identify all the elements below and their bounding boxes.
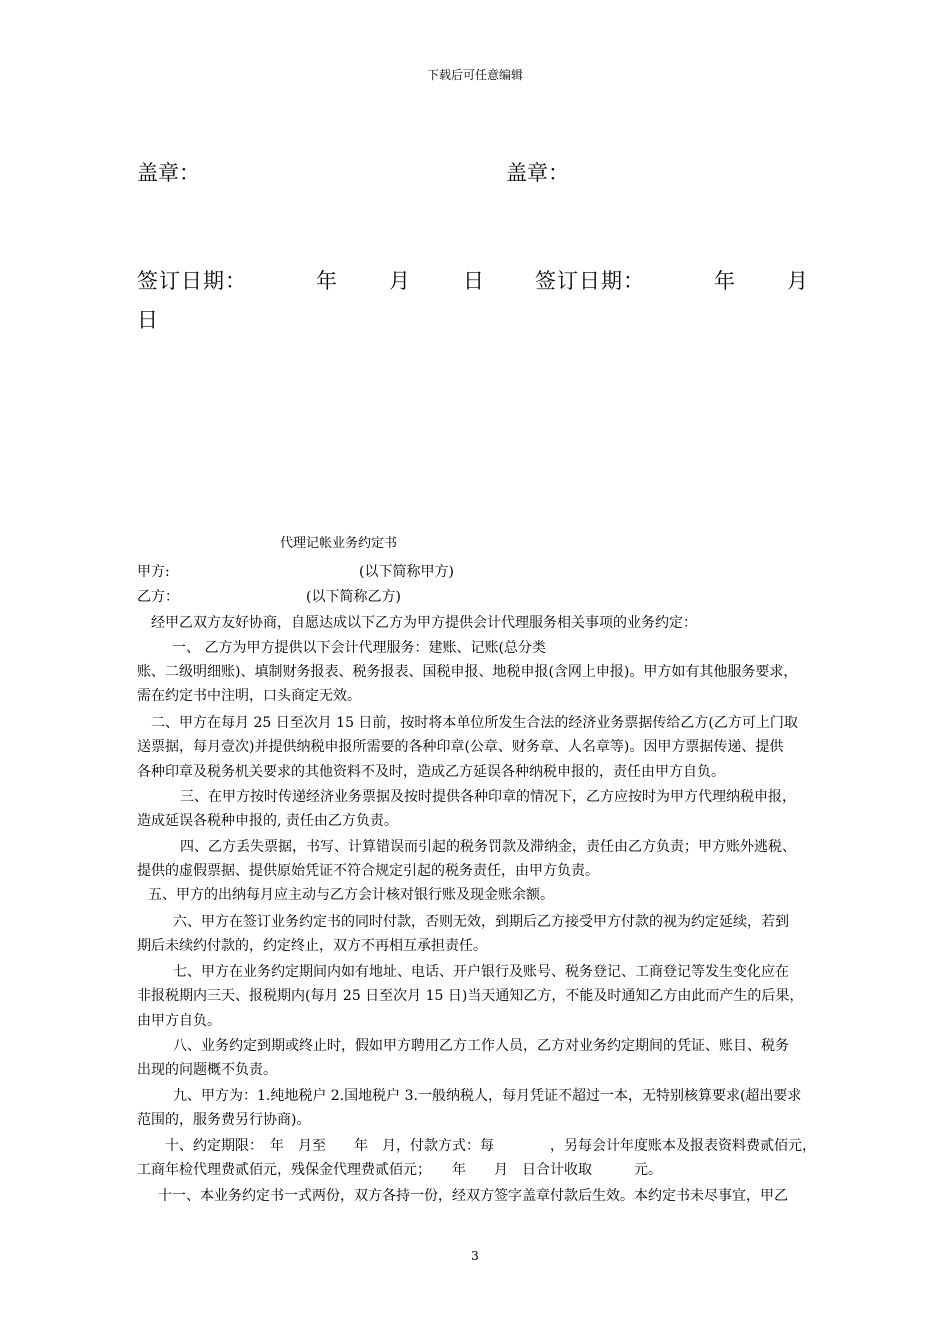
clause-3-line: 三、在甲方按时传递经济业务票据及按时提供各种印章的情况下，乙方应按时为甲方代理纳税申报， (180, 789, 796, 805)
document-title: 代理记帐业务约定书 (280, 536, 398, 551)
sign-date-label-right: 签订日期： (535, 269, 645, 293)
clause-8-line: 出现的问题概不负责。 (137, 1062, 277, 1078)
clause-7-line: 七、甲方在业务约定期间内如有地址、电话、开户银行及账号、税务登记、工商登记等发生变化应在 (173, 964, 789, 980)
sign-year-left: 年 (316, 269, 337, 293)
clause-7-line: 由甲方自负。 (137, 1013, 221, 1029)
clause-1-line: 一、 乙方为甲方提供以下会计代理服务：建账、记账(总分类 (172, 640, 546, 656)
clause-3-line: 造成延误各税种申报的, 责任由乙方负责。 (137, 813, 398, 829)
clause-1-line: 需在约定书中注明，口头商定无效。 (137, 688, 361, 704)
clause-4-line: 四、乙方丢失票据，书写、计算错误而引起的税务罚款及滞纳金，责任由乙方负责；甲方账外逃税、 (180, 839, 796, 855)
clause-11-line: 十一、本业务约定书一式两份，双方各持一份，经双方签字盖章付款后生效。本约定书未尽事宜，甲乙 (158, 1188, 788, 1204)
party-b-label: 乙方： (137, 589, 179, 605)
clause-7-line: 非报税期内三天、报税期内(每月 25 日至次月 15 日)当天通知乙方，不能及时通知乙方由此而产生的后果， (137, 988, 804, 1004)
clause-10-line: 十、约定期限： 年 月至 年 月，付款方式：每 ，另每会计年度账本及报表资料费贰佰元， (165, 1138, 816, 1154)
clause-6-line: 六、甲方在签订业务约定书的同时付款，否则无效，到期后乙方接受甲方付款的视为约定延续，若到 (173, 914, 789, 930)
page-number: 3 (471, 1249, 479, 1263)
party-a-label: 甲方: (137, 564, 170, 580)
clause-9-line: 范围的，服务费另行协商)。 (137, 1112, 311, 1128)
clause-6-line: 期后未续约付款的，约定终止，双方不再相互承担责任。 (137, 938, 487, 954)
sign-day-left: 日 (463, 269, 484, 293)
stamp-label-left: 盖章： (137, 161, 200, 185)
page-header: 下载后可任意编辑 (426, 68, 523, 82)
clause-5-line: 五、甲方的出纳每月应主动与乙方会计核对银行账及现金账余额。 (148, 887, 554, 903)
party-a-note: (以下简称甲方) (359, 564, 454, 580)
sign-month-right: 月 (787, 269, 808, 293)
clause-1-line: 账、二级明细账)、填制财务报表、税务报表、国税申报、地税申报(含网上申报)。甲方如有其他服务要求， (137, 664, 798, 680)
sign-day-right: 日 (137, 308, 158, 332)
sign-date-label-left: 签订日期： (137, 269, 247, 293)
sign-year-right: 年 (714, 269, 735, 293)
clause-4-line: 提供的虚假票据、提供原始凭证不符合规定引起的税务责任，由甲方负责。 (137, 863, 599, 879)
intro-line: 经甲乙双方友好协商，自愿达成以下乙方为甲方提供会计代理服务相关事项的业务约定： (151, 615, 697, 631)
clause-2-line: 二、甲方在每月 25 日至次月 15 日前，按时将本单位所发生合法的经济业务票据传给乙方(乙方可上门取 (151, 715, 798, 731)
clause-2-line: 各种印章及税务机关要求的其他资料不及时，造成乙方延误各种纳税申报的，责任由甲方自负。 (137, 764, 725, 780)
clause-8-line: 八、业务约定到期或终止时，假如甲方聘用乙方工作人员，乙方对业务约定期间的凭证、账目、税务 (173, 1038, 789, 1054)
clause-9-line: 九、甲方为：1.纯地税户 2.国地税户 3.一般纳税人，每月凭证不超过一本，无特别核算要求(超出要求 (173, 1088, 802, 1104)
clause-10-line: 工商年检代理费贰佰元，残保金代理费贰佰元； 年 月 日合计收取 元。 (137, 1162, 662, 1178)
sign-month-left: 月 (389, 269, 410, 293)
stamp-label-right: 盖章： (506, 161, 569, 185)
party-b-note: (以下简称乙方) (306, 589, 401, 605)
clause-2-line: 送票据，每月壹次)并提供纳税申报所需要的各种印章(公章、财务章、人名章等)。因甲方票据传递、提供 (137, 739, 784, 755)
